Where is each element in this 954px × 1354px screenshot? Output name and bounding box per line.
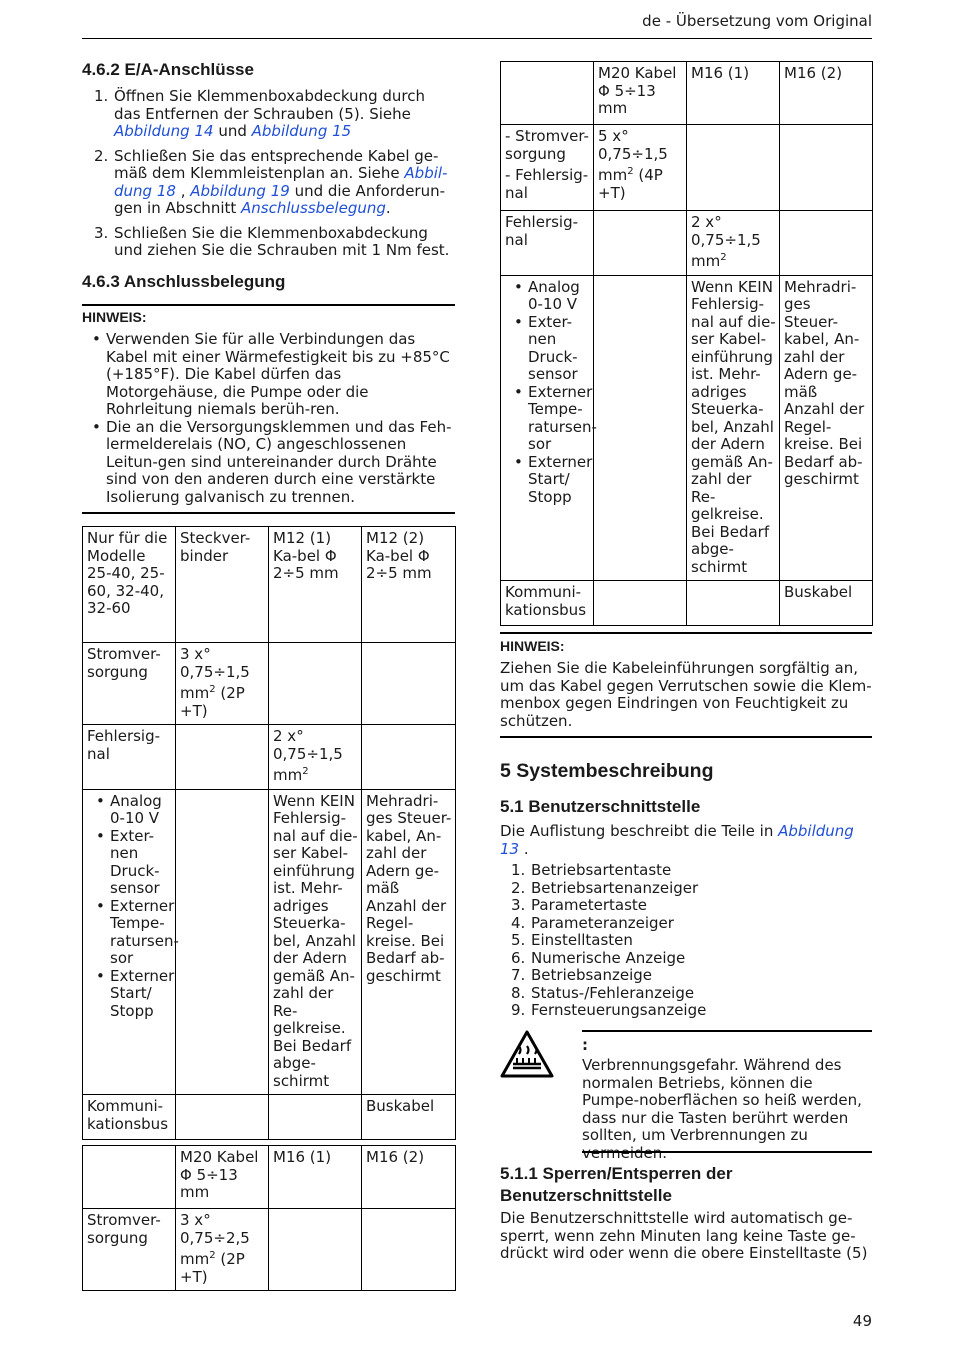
warning-text: Verbrennungsgefahr. Während des normalen Betriebs, können die Pumpe-noberflächen so heiß werden, dass nur die Tasten berührt werden sollten, um Verbrennungen zu vermeiden. [582,1056,862,1162]
step-number: 2. [94,146,109,165]
table-cell: Buskabel [362,1095,456,1140]
step-3 [82,225,455,260]
table-cell: Stromver-sorgung [83,643,176,725]
table-cell [83,789,179,1095]
link-anschlussbelegung[interactable]: Anschlussbelegung [241,199,386,217]
table-cell [362,725,456,790]
table-cell [269,1209,362,1291]
table-cell: Kommuni-kationsbus [501,581,594,626]
section-5-1-title: 5.1 Benutzerschnittstelle [500,797,701,816]
note-list [82,331,455,506]
table-cell: Wenn KEIN Fehlersig-nal auf die-ser Kabel-einführung ist. Mehr-adriges Steuerka-bel, Anzahl der Adern gemäß An-zahl der Re-gelkreise. Bei Bedarf abge-schirmt [269,789,362,1095]
section-5-1-intro [500,823,872,858]
table-row-bus [83,1095,456,1140]
step-text: und die Anforderun-gen in Abschnitt [114,181,446,217]
note-item: • Die an die Versorgungsklemmen und das Feh-lermelderelais (NO, C) angeschlossenen Leitun-gen sind untereinander durch Drähte sind von den anderen durch eine verstärkte Isolierung galvanisch zu trennen. [82,419,455,507]
table-cell [594,581,687,626]
row-label: - Fehlersig-nal [505,166,589,202]
table-cell [687,125,780,211]
table-header-cell: M16 (2) [780,62,873,125]
table-header-cell: Steckver-binder [176,527,269,643]
table-cell [176,789,269,1095]
link-abbildung-15[interactable]: Abbildung 15 [251,122,352,140]
warning-top-rule [582,1030,872,1032]
note-title: HINWEIS: [82,309,147,325]
table-cell [362,1209,456,1291]
link-abbildung-19[interactable]: Abbildung 19 [190,181,290,200]
note-top-rule [82,304,455,306]
table-cell: Kommuni-kationsbus [83,1095,176,1140]
table-row-power [501,125,873,211]
parts-list [500,862,872,1020]
connection-table-small-models [82,526,456,1140]
link-abbildung-14[interactable]: Abbildung 14 [114,122,214,140]
signal-list [87,791,179,1021]
signal-item: • Externer Start/ Stopp [87,968,172,1021]
table-row-fault [83,725,456,790]
intro-text: Die Auflistung beschreibt die Teile in [500,822,779,840]
signal-item: • Externer Tempe-ratursen-sor [87,898,172,968]
table-cell: Buskabel [780,581,873,626]
table-header-cell: M12 (1) Ka-bel Φ 2÷5 mm [269,527,362,643]
signal-item: • Externer Tempe-ratursen-sor [505,384,590,454]
step-text: , [175,181,191,200]
table-cell [176,1095,269,1140]
list-item: 9. Fernsteuerungsanzeige [511,1001,707,1019]
table-cell: Fehlersig-nal [501,211,594,276]
list-item: 7. Betriebsanzeige [511,966,653,984]
table-header-cell: M20 Kabel Φ 5÷13 mm [176,1146,269,1209]
table-header-cell: M20 Kabel Φ 5÷13 mm [594,62,687,125]
step-text: Schließen Sie die Klemmenboxabdeckung und ziehen Sie die Schrauben mit 1 Nm fest. [114,223,450,259]
list-item: 6. Numerische Anzeige [511,948,686,967]
note2-top-rule [500,632,872,634]
link-abbildung-18[interactable]: Abbil-dung 18 [114,164,448,200]
table-cell: 3 x° 0,75÷1,5 $mm^2$ (2P +T) [176,643,269,725]
steps-list [82,88,455,267]
table-header-row [83,527,456,643]
signal-item: • Analog 0-10 V [87,793,172,828]
note2-title: HINWEIS: [500,638,565,654]
step-1 [82,88,455,141]
hot-surface-warning-icon [500,1030,554,1078]
list-item: 5. Einstelltasten [511,931,633,949]
table-header-cell: M16 (1) [687,62,780,125]
table-row-bus [501,581,873,626]
list-item: 1. Betriebsartentaste [511,861,672,879]
table-header-cell: Nur für die Modelle 25-40, 25-60, 32-40, 32-60 [83,527,176,643]
table-cell [176,725,269,790]
table-cell: 2 x° 0,75÷1,5 $mm^2$ [269,725,362,790]
table-row-power [83,1209,456,1291]
signal-item: • Exter-nen Druck-sensor [505,314,590,384]
connection-table-m20-continued [500,61,873,626]
row-label: - Stromver-sorgung [505,127,589,163]
warning-title: : [582,1036,588,1054]
table-header-row [501,62,873,125]
table-row-fault [501,211,873,276]
step-2 [82,148,455,218]
table-cell: Stromver-sorgung [83,1209,176,1291]
section-4-6-2-title: 4.6.2 E/A-Anschlüsse [82,60,254,79]
table-cell: 3 x° 0,75÷2,5 $mm^2$ (2P +T) [176,1209,269,1291]
table-header-cell: M12 (2) Ka-bel Φ 2÷5 mm [362,527,456,643]
list-item: 8. Status-/Fehleranzeige [511,983,695,1002]
note-item: • Verwenden Sie für alle Verbindungen das Kabel mit einer Wärmefestigkeit bis zu +85°C (+185°F). Die Kabel dürfen das Motorgehäuse, die Pumpe oder die Rohrleitung niemals berüh-ren. [82,331,455,419]
table-header-cell: M16 (2) [362,1146,456,1209]
table-header-row [83,1146,456,1209]
connection-table-m20 [82,1145,456,1291]
note2-text: Ziehen Sie die Kabeleinführungen sorgfältig an, um das Kabel gegen Verrutschen sowie die Klem-menbox gegen Eindringen von Feuchtigkeit zu schützen. [500,659,872,730]
table-cell: 2 x° 0,75÷1,5 $mm^2$ [687,211,780,276]
table-cell: Mehradri-ges Steuer-kabel, An-zahl der Adern ge-mäß Anzahl der Regel-kreise. Bei Bedarf ab-geschirmt [780,275,873,581]
table-cell [501,275,597,581]
table-cell [780,211,873,276]
note-bottom-rule [82,512,455,514]
intro-text: . [519,839,529,858]
signal-list [505,277,597,507]
table-header-cell: M16 (1) [269,1146,362,1209]
note2-bottom-rule [500,736,872,738]
table-cell [269,643,362,725]
table-cell [269,1095,362,1140]
table-row-signals [83,789,456,1095]
signal-item: • Externer Start/ Stopp [505,454,590,507]
list-item: 2. Betriebsartenanzeiger [511,878,699,897]
signal-item: • Exter-nen Druck-sensor [87,828,172,898]
header-rule [82,38,872,39]
step-text: und [213,122,252,140]
step-number: 1. [94,87,109,105]
table-cell: 5 x° 0,75÷1,5 $mm^2$ (4P +T) [594,125,687,211]
section-5-1-1-text: Die Benutzerschnittstelle wird automatisch ge-sperrt, wenn zehn Minuten lang keine Taste ge-drückt wird oder wenn die obere Einstelltaste (5) [500,1209,868,1262]
table-cell: Fehlersig-nal [83,725,176,790]
table-cell [594,211,687,276]
table-cell [501,125,594,211]
signal-item: • Analog 0-10 V [505,279,590,314]
table-row-signals [501,275,873,581]
step-text: Öffnen Sie Klemmenboxabdeckung durch das Entfernen der Schrauben (5). Siehe [114,87,426,123]
warning-bottom-rule [582,1151,872,1153]
table-cell [687,581,780,626]
table-cell: Mehradri-ges Steuer-kabel, An-zahl der Adern ge-mäß Anzahl der Regel-kreise. Bei Bedarf ab-geschirmt [362,789,456,1095]
section-4-6-3-title: 4.6.3 Anschlussbelegung [82,272,286,291]
table-header-cell [83,1146,176,1209]
step-number: 3. [94,223,109,242]
table-header-cell [501,62,594,125]
running-header: de - Übersetzung vom Original [642,12,872,30]
list-item: 4. Parameteranzeiger [511,913,674,932]
table-cell [780,125,873,211]
page-number: 49 [852,1312,872,1330]
section-5-title: 5 Systembeschreibung [500,760,714,782]
list-item: 3. Parametertaste [511,896,648,914]
section-5-1-1-title: 5.1.1 Sperren/Entsperren der Benutzerschnittstelle [500,1164,733,1205]
table-cell [594,275,687,581]
table-cell [362,643,456,725]
step-text: . [385,199,391,217]
table-row-power [83,643,456,725]
step-text: Schließen Sie das entsprechende Kabel ge-mäß dem Klemmleistenplan an. Siehe [114,146,439,182]
table-cell: Wenn KEIN Fehlersig-nal auf die-ser Kabel-einführung ist. Mehr-adriges Steuerka-bel, Anzahl der Adern gemäß An-zahl der Re-gelkreise. Bei Bedarf abge-schirmt [687,275,780,581]
link-abbildung-13[interactable]: Abbildung 13 [500,822,854,858]
